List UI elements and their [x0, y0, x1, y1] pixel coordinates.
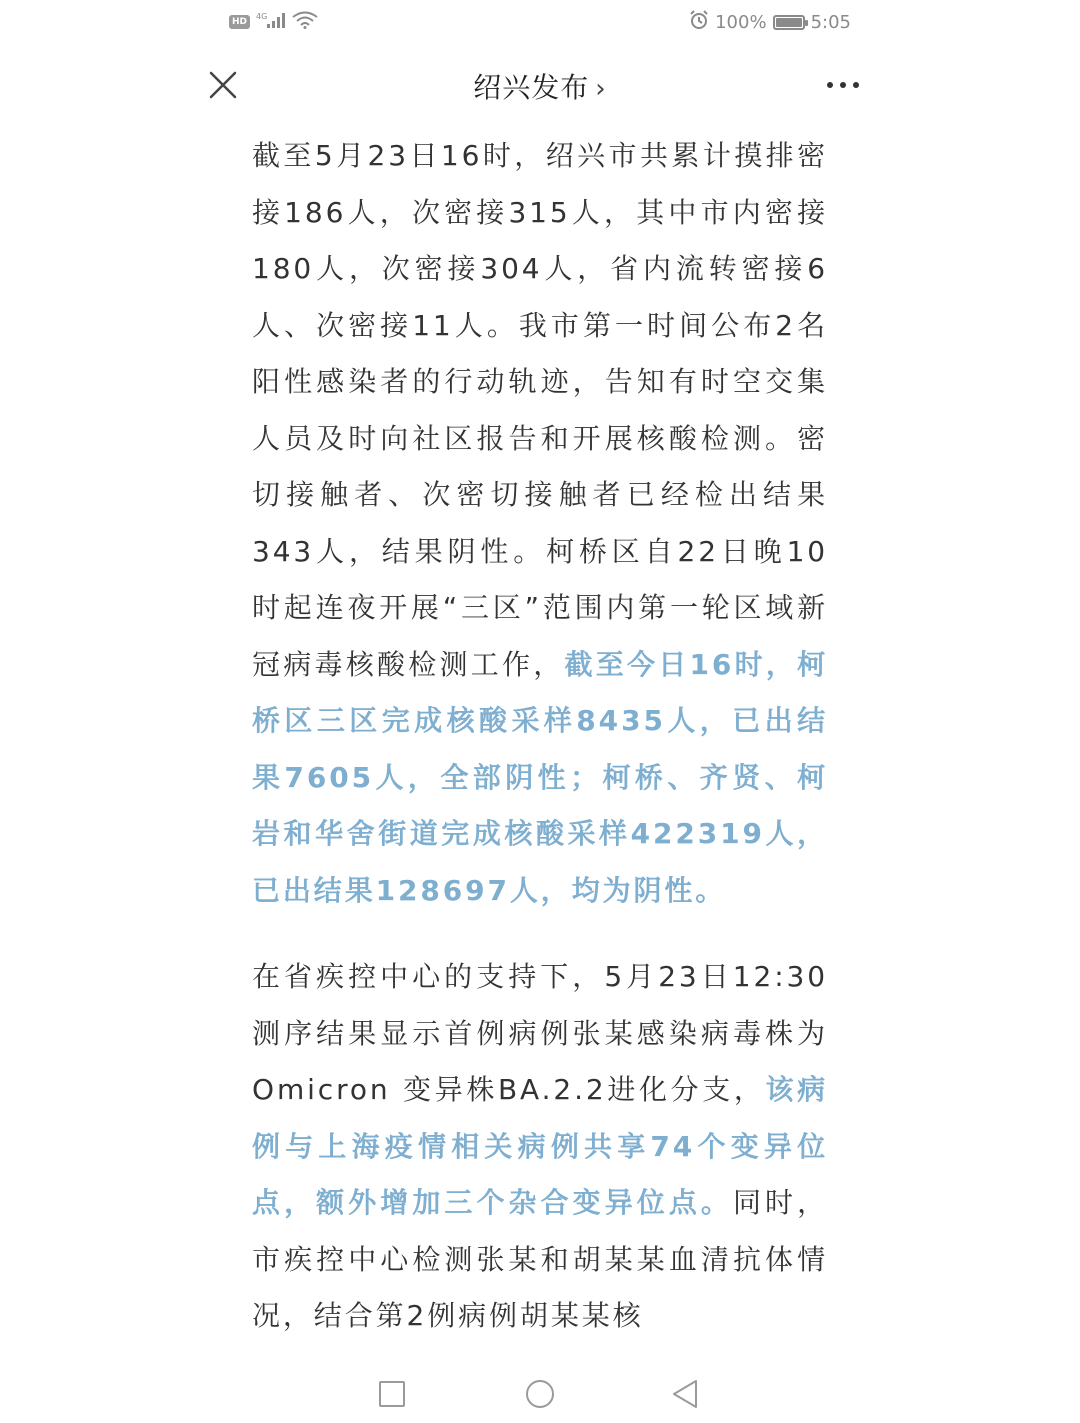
battery-icon	[773, 15, 805, 30]
signal-icon	[256, 11, 286, 33]
highlighted-text: 该病例与上海疫情相关病例共享74个变异位点，额外增加三个杂合变异位点。	[252, 1073, 828, 1219]
circle-home-icon[interactable]	[520, 1374, 560, 1414]
triangle-back-icon[interactable]	[666, 1374, 706, 1414]
status-bar	[0, 0, 1080, 44]
nav-bar	[0, 52, 1080, 120]
account-name: 绍兴发布	[473, 71, 590, 104]
hd-badge: HD	[229, 15, 250, 29]
wifi-icon	[292, 11, 318, 33]
chevron-right-icon: ›	[595, 74, 607, 104]
more-dots-icon[interactable]	[824, 70, 864, 100]
status-left	[229, 11, 318, 33]
account-title[interactable]	[0, 66, 1080, 106]
system-navigation-bar	[0, 1364, 1080, 1423]
paragraph-text: 截至5月23日16时，绍兴市共累计摸排密接186人，次密接315人，其中市内密接180人，次密接304人，省内流转密接6人、次密接11人。我市第一时间公布2名阳性感染者的行动轨迹，告知有时空交集人员及时向社区报告和开展核酸检测。密切接触者、次密切接触者已经检出结果343人，结果阴性。柯桥区自22日晚10时起连夜开展“三区”范围内第一轮区域新冠病毒核酸检测工作，	[252, 139, 828, 681]
square-recent-icon[interactable]	[372, 1374, 412, 1414]
network-label: 4G	[256, 12, 268, 21]
clock-time: 5:05	[810, 12, 851, 33]
battery-percent: 100%	[715, 12, 767, 33]
article-paragraph	[252, 128, 828, 919]
paragraph-text: 同时，市疾控中心检测张某和胡某某血清抗体情况，结合第2例病例胡某某核	[252, 1186, 828, 1332]
status-right	[689, 10, 851, 35]
highlighted-text: 截至今日16时，柯桥区三区完成核酸采样8435人，已出结果7605人，全部阴性；柯桥、齐贤、柯岩和华舍街道完成核酸采样422319人，已出结果128697人，均为阴性。	[252, 647, 828, 907]
article-paragraph	[252, 949, 828, 1345]
article-body	[252, 128, 828, 1364]
paragraph-text: 在省疾控中心的支持下，5月23日12:30测序结果显示首例病例张某感染病毒株为Omicron 变异株BA.2.2进化分支，	[252, 960, 828, 1106]
alarm-icon	[689, 10, 709, 35]
